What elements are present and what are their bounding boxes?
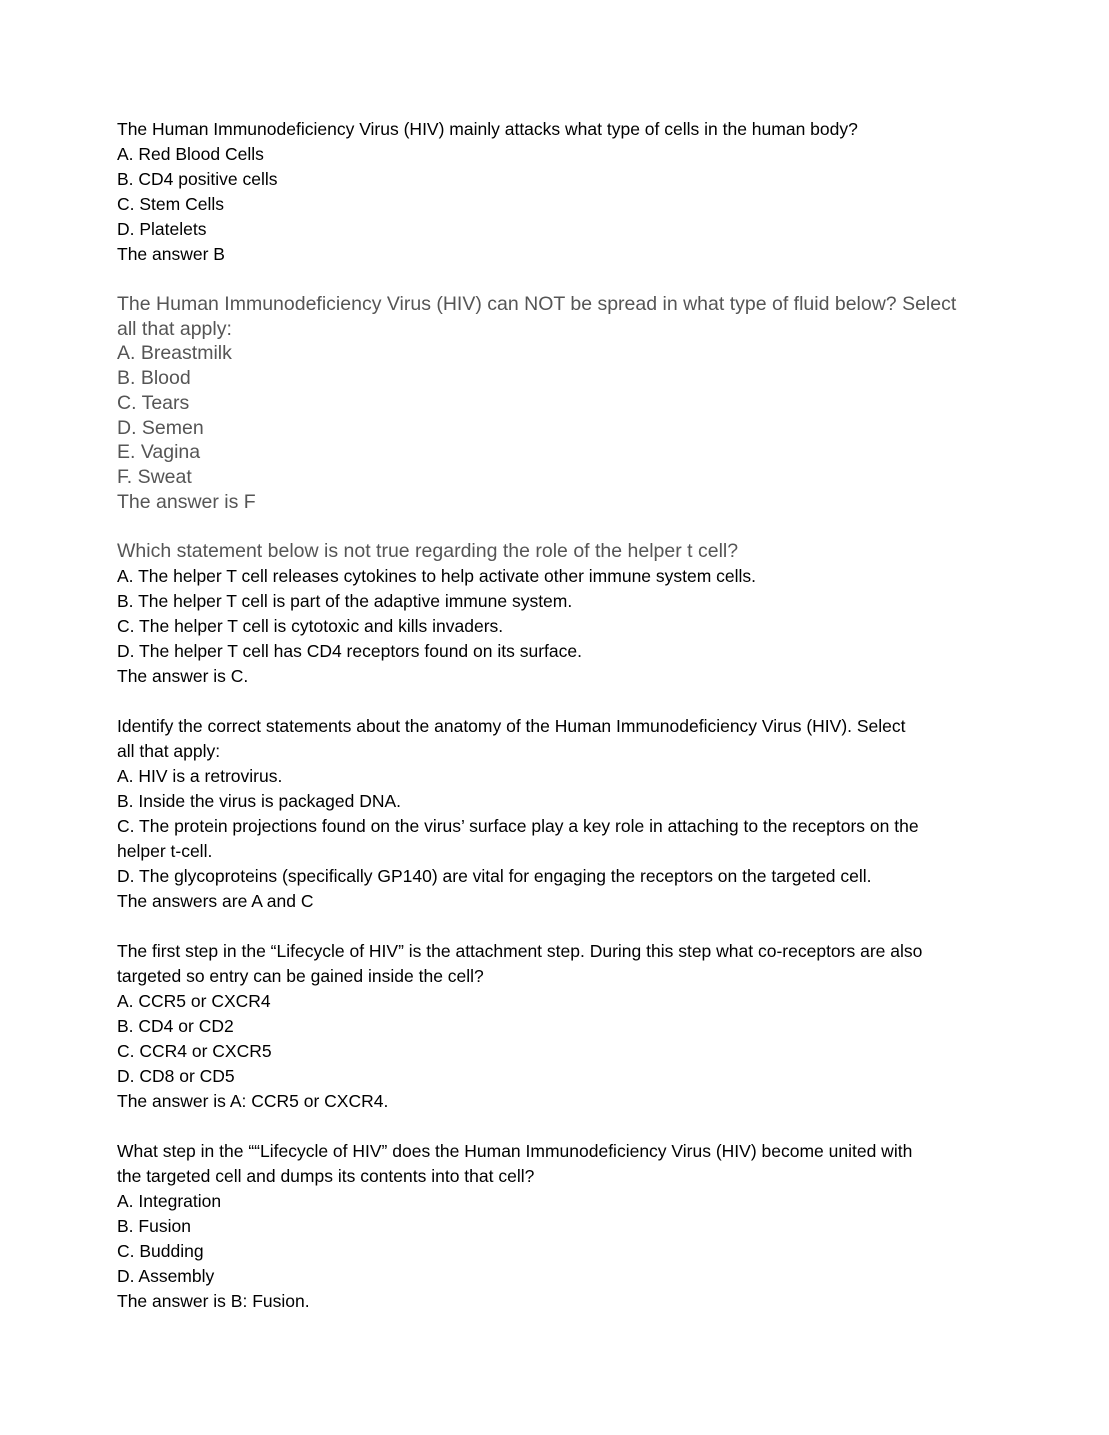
option-a: A. HIV is a retrovirus. <box>117 766 283 787</box>
spacer <box>117 689 997 714</box>
question-block-1 <box>117 117 997 267</box>
answer-text: The answers are A and C <box>117 891 314 912</box>
option-a: A. Breastmilk <box>117 342 232 365</box>
option-d: D. CD8 or CD5 <box>117 1066 235 1087</box>
question-text-line-1: The Human Immunodeficiency Virus (HIV) can NOT be spread in what type of fluid below? Select <box>117 293 957 315</box>
option-c: C. Budding <box>117 1241 204 1262</box>
answer-text: The answer is C. <box>117 666 249 687</box>
question-text: The Human Immunodeficiency Virus (HIV) mainly attacks what type of cells in the human body? <box>117 119 858 139</box>
spacer <box>117 914 997 939</box>
answer-text: The answer B <box>117 244 225 264</box>
option-c: C. Stem Cells <box>117 194 224 214</box>
question-text-line-2: the targeted cell and dumps its contents into that cell? <box>117 1166 535 1187</box>
option-d: D. Semen <box>117 416 204 439</box>
option-b: B. CD4 or CD2 <box>117 1016 234 1037</box>
option-a: A. CCR5 or CXCR4 <box>117 991 271 1012</box>
question-text-line-2: all that apply: <box>117 317 232 340</box>
question-text-line-1: Identify the correct statements about the anatomy of the Human Immunodeficiency Virus (HIV). Select <box>117 716 906 737</box>
option-b: B. Fusion <box>117 1216 191 1237</box>
option-d: D. Assembly <box>117 1266 215 1287</box>
spacer <box>117 267 997 292</box>
option-a: A. Integration <box>117 1191 222 1212</box>
option-b: B. CD4 positive cells <box>117 169 278 189</box>
answer-text: The answer is A: CCR5 or CXCR4. <box>117 1091 389 1112</box>
question-text-line-1: What step in the ““Lifecycle of HIV” does the Human Immunodeficiency Virus (HIV) become united with <box>117 1141 913 1162</box>
question-block-5 <box>117 939 997 1114</box>
option-b: B. Inside the virus is packaged DNA. <box>117 791 402 812</box>
option-b: B. Blood <box>117 367 191 390</box>
spacer <box>117 514 997 539</box>
question-block-6 <box>117 1139 997 1314</box>
question-block-2 <box>117 292 997 514</box>
document-page <box>117 117 997 1314</box>
question-text: Which statement below is not true regarding the role of the helper t cell? <box>117 540 739 563</box>
option-b: B. The helper T cell is part of the adaptive immune system. <box>117 591 573 612</box>
option-a: A. The helper T cell releases cytokines to help activate other immune system cells. <box>117 566 757 587</box>
option-c: C. Tears <box>117 391 190 414</box>
option-f: F. Sweat <box>117 465 192 488</box>
answer-text: The answer is F <box>117 490 256 513</box>
option-c-line-2: helper t-cell. <box>117 841 213 862</box>
option-d: D. The helper T cell has CD4 receptors found on its surface. <box>117 641 582 662</box>
option-c-line-1: C. The protein projections found on the virus’ surface play a key role in attaching to the receptors on the <box>117 816 919 837</box>
option-d: D. Platelets <box>117 219 207 239</box>
option-c: C. The helper T cell is cytotoxic and kills invaders. <box>117 616 504 637</box>
question-block-4 <box>117 714 997 914</box>
option-d: D. The glycoproteins (specifically GP140) are vital for engaging the receptors on the targeted cell. <box>117 866 872 887</box>
question-text-line-2: all that apply: <box>117 741 221 762</box>
option-c: C. CCR4 or CXCR5 <box>117 1041 272 1062</box>
question-text-line-1: The first step in the “Lifecycle of HIV” is the attachment step. During this step what co-receptors are also <box>117 941 923 962</box>
answer-text: The answer is B: Fusion. <box>117 1291 310 1312</box>
question-block-3 <box>117 539 997 689</box>
question-text-line-2: targeted so entry can be gained inside the cell? <box>117 966 484 987</box>
spacer <box>117 1114 997 1139</box>
option-e: E. Vagina <box>117 441 201 464</box>
option-a: A. Red Blood Cells <box>117 144 264 164</box>
